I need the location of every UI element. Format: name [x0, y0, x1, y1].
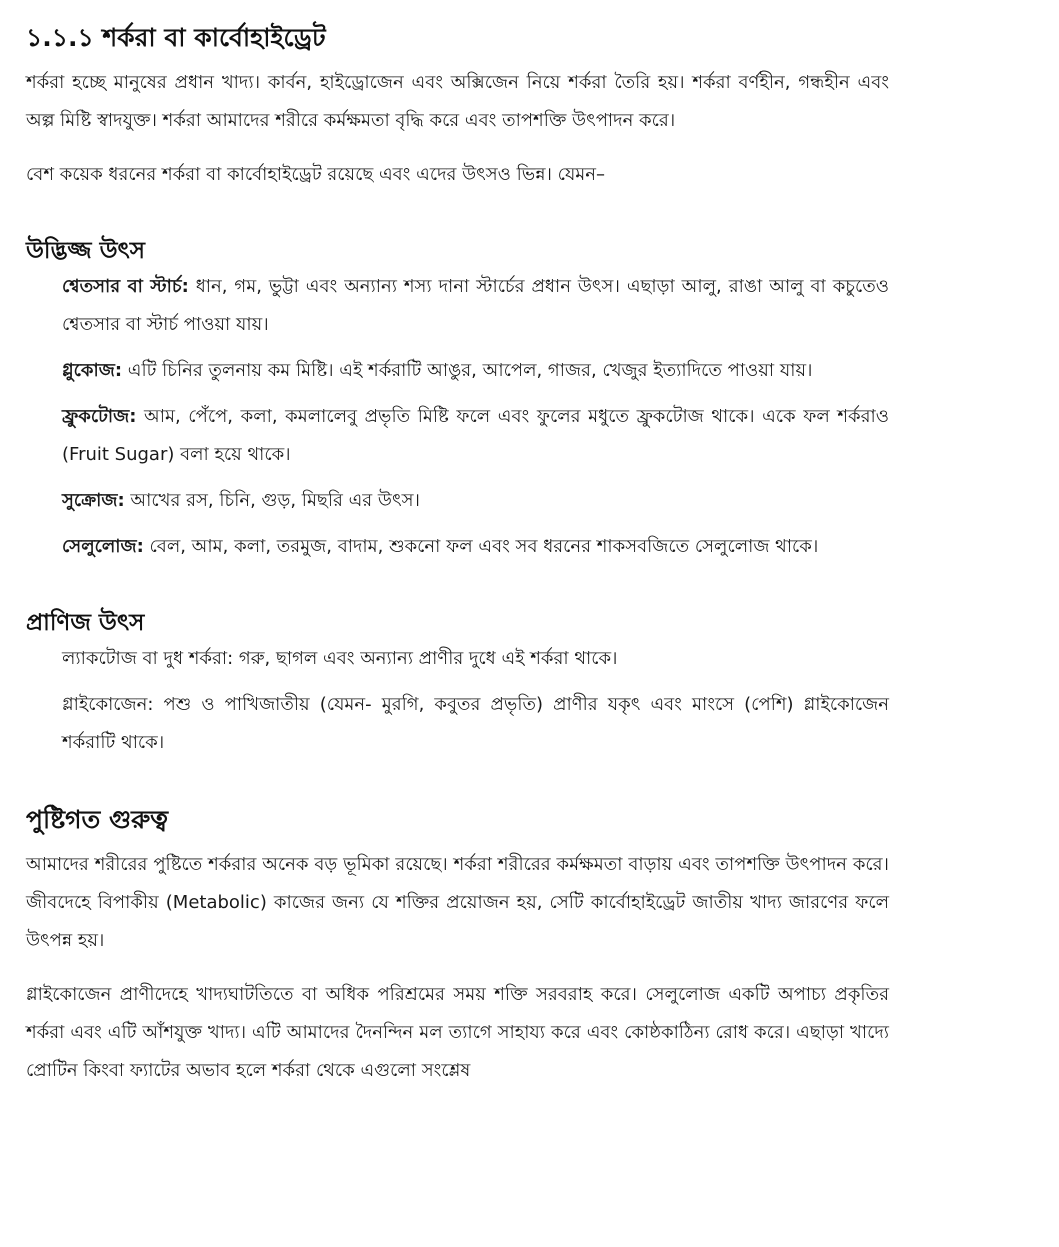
plant-item-text: এটি চিনির তুলনায় কম মিষ্টি। এই শর্করাটি আঙুর, আপেল, গাজর, খেজুর ইত্যাদিতে পাওয়া যায়।	[122, 360, 813, 381]
plant-item-text: বেল, আম, কলা, তরমুজ, বাদাম, শুকনো ফল এবং সব ধরনের শাকসবজিতে সেলুলোজ থাকে।	[143, 536, 819, 557]
plant-item-label: শ্বেতসার বা স্টার্চ:	[62, 276, 189, 297]
plant-item-starch	[26, 268, 889, 344]
plant-item-label: গ্লুকোজ:	[62, 360, 123, 381]
plant-item-label: সেলুলোজ:	[62, 536, 144, 557]
nutrition-paragraph-2: গ্লাইকোজেন প্রাণীদেহে খাদ্যঘাটতিতে বা অধিক পরিশ্রমের সময় শক্তি সরবরাহ করে। সেলুলোজ একটি অপাচ্য প্রকৃতির শর্করা এবং এটি আঁশযুক্ত খাদ্য। এটি আমাদের দৈনন্দিন মল ত্যাগে সাহায্য করে এবং কোষ্ঠকাঠিন্য রোধ করে। এছাড়া খাদ্যে প্রোটিন কিংবা ফ্যাটের অভাব হলে শর্করা থেকে এগুলো সংশ্লেষ	[26, 984, 889, 1081]
types-intro-paragraph: বেশ কয়েক ধরনের শর্করা বা কার্বোহাইড্রেট রয়েছে এবং এদের উৎসও ভিন্ন। যেমন–	[26, 164, 606, 185]
nutrition-title: পুষ্টিগত গুরুত্ব	[26, 805, 169, 834]
section-title: ১.১.১ শর্করা বা কার্বোহাইড্রেট	[26, 23, 326, 52]
plant-item-sucrose	[26, 482, 889, 520]
plant-item-glucose	[26, 352, 889, 390]
plant-item-label: ফ্রুকটোজ:	[62, 406, 137, 427]
animal-source-title: প্রাণিজ উৎস	[26, 610, 145, 636]
animal-item-glycogen: গ্লাইকোজেন: পশু ও পাখিজাতীয় (যেমন- মুরগি, কবুতর প্রভৃতি) প্রাণীর যকৃৎ এবং মাংসে (পেশি) গ্লাইকোজেন শর্করাটি থাকে।	[62, 694, 889, 753]
plant-source-title: উদ্ভিজ্জ উৎস	[26, 238, 145, 264]
plant-item-text: ধান, গম, ভুট্টা এবং অন্যান্য শস্য দানা স্টার্চের প্রধান উৎস। এছাড়া আলু, রাঙা আলু বা কচুতেও শ্বেতসার বা স্টার্চ পাওয়া যায়।	[62, 276, 890, 335]
animal-item-lactose: ল্যাকটোজ বা দুধ শর্করা: গরু, ছাগল এবং অন্যান্য প্রাণীর দুধে এই শর্করা থাকে।	[62, 648, 618, 669]
plant-item-label: সুক্রোজ:	[62, 490, 125, 511]
nutrition-paragraph-1: আমাদের শরীরের পুষ্টিতে শর্করার অনেক বড় ভূমিকা রয়েছে। শর্করা শরীরের কর্মক্ষমতা বাড়ায় এবং তাপশক্তি উৎপাদন করে। জীবদেহে বিপাকীয় (Metabolic) কাজের জন্য যে শক্তির প্রয়োজন হয়, সেটি কার্বোহাইড্রেট জাতীয় খাদ্য জারণের ফলে উৎপন্ন হয়।	[26, 854, 889, 951]
plant-item-text: আম, পেঁপে, কলা, কমলালেবু প্রভৃতি মিষ্টি ফলে এবং ফুলের মধুতে ফ্রুকটোজ থাকে। একে ফল শর্করাও (Fruit Sugar) বলা হয়ে থাকে।	[62, 406, 889, 465]
plant-item-cellulose	[26, 528, 889, 566]
intro-paragraph: শর্করা হচ্ছে মানুষের প্রধান খাদ্য। কার্বন, হাইড্রোজেন এবং অক্সিজেন নিয়ে শর্করা তৈরি হয়। শর্করা বর্ণহীন, গন্ধহীন এবং অল্প মিষ্টি স্বাদযুক্ত। শর্করা আমাদের শরীরে কর্মক্ষমতা বৃদ্ধি করে এবং তাপশক্তি উৎপাদন করে।	[26, 72, 889, 131]
plant-item-fructose	[26, 398, 889, 474]
plant-item-text: আখের রস, চিনি, গুড়, মিছরি এর উৎস।	[124, 490, 420, 511]
